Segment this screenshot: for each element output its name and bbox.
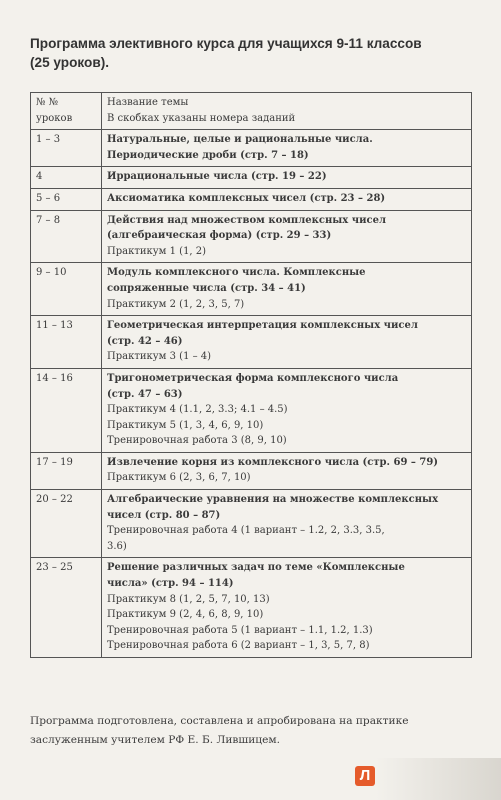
lesson-number: 23 – 25 <box>36 562 73 574</box>
table-row <box>31 188 472 210</box>
header-note: В скобках указаны номера заданий <box>107 112 296 124</box>
topic-title: Модуль комплексного числа. Комплексные <box>107 267 366 279</box>
topic-title: сопряженные числа (стр. 34 – 41) <box>107 282 306 294</box>
lesson-number-cell <box>31 210 102 263</box>
topic-cell <box>102 558 472 658</box>
table-row <box>31 130 472 167</box>
table-row <box>31 316 472 369</box>
topic-title: чисел (стр. 80 – 87) <box>107 509 221 521</box>
practice-item: Практикум 1 (1, 2) <box>107 245 207 257</box>
practice-item: Практикум 9 (2, 4, 6, 8, 9, 10) <box>107 609 264 621</box>
topic-title: Действия над множеством комплексных чисел <box>107 214 386 226</box>
lesson-number: 1 – 3 <box>36 134 61 146</box>
practice-item: Практикум 8 (1, 2, 5, 7, 10, 13) <box>107 593 270 605</box>
table-row <box>31 452 472 489</box>
footer-line: заслуженным учителем РФ Е. Б. Лившицем. <box>30 734 280 746</box>
title-line: Программа элективного курса для учащихся 9-11 классов <box>30 36 422 51</box>
topic-title: Аксиоматика комплексных чисел (стр. 23 – 28) <box>107 192 386 204</box>
lesson-number-cell <box>31 130 102 167</box>
header-topic: Название темы <box>107 97 189 108</box>
lesson-number: 14 – 16 <box>36 372 73 384</box>
topic-title: (стр. 47 – 63) <box>107 388 183 400</box>
practice-item: Практикум 2 (1, 2, 3, 5, 7) <box>107 298 245 310</box>
practice-item: Тренировочная работа 4 (1 вариант – 1.2, 2, 3.3, 3.5, <box>107 525 385 537</box>
topic-cell <box>102 490 472 558</box>
lesson-number-cell <box>31 452 102 489</box>
lesson-number-cell <box>31 316 102 369</box>
practice-item: 3.6) <box>107 540 127 552</box>
practice-item: Практикум 6 (2, 3, 6, 7, 10) <box>107 472 251 484</box>
table-row <box>31 263 472 316</box>
topic-title: Периодические дроби (стр. 7 – 18) <box>107 149 309 161</box>
practice-item: Тренировочная работа 3 (8, 9, 10) <box>107 435 287 447</box>
labirint-logo-icon: Л <box>355 766 375 786</box>
topic-cell <box>102 188 472 210</box>
topic-title: числа» (стр. 94 – 114) <box>107 578 234 590</box>
practice-item: Тренировочная работа 5 (1 вариант – 1.1, 1.2, 1.3) <box>107 624 373 636</box>
lesson-number: 9 – 10 <box>36 267 67 279</box>
topic-title: (алгебраическая форма) (стр. 29 – 33) <box>107 230 332 242</box>
practice-item: Практикум 3 (1 – 4) <box>107 351 212 363</box>
title-line: (25 уроков). <box>30 55 110 70</box>
table-row <box>31 167 472 189</box>
topic-title: Натуральные, целые и рациональные числа. <box>107 134 373 146</box>
topic-title: Извлечение корня из комплексного числа (стр. 69 – 79) <box>107 456 439 468</box>
topic-cell <box>102 130 472 167</box>
header-num-line: уроков <box>36 112 73 124</box>
lesson-number: 5 – 6 <box>36 192 61 204</box>
lesson-number-cell <box>31 263 102 316</box>
topic-cell <box>102 210 472 263</box>
table-row <box>31 210 472 263</box>
page-title <box>30 34 490 72</box>
header-num-cell <box>31 93 102 130</box>
lesson-number: 20 – 22 <box>36 494 73 506</box>
lesson-number-cell <box>31 490 102 558</box>
footer-note <box>30 712 480 750</box>
topic-cell <box>102 368 472 452</box>
header-num-line: № № <box>36 97 59 108</box>
table-row <box>31 368 472 452</box>
topic-cell <box>102 452 472 489</box>
practice-item: Практикум 4 (1.1, 2, 3.3; 4.1 – 4.5) <box>107 404 288 416</box>
lesson-number-cell <box>31 188 102 210</box>
table-row <box>31 558 472 658</box>
lesson-number: 11 – 13 <box>36 320 73 332</box>
topic-cell <box>102 316 472 369</box>
lesson-number-cell <box>31 167 102 189</box>
topic-title: Решение различных задач по теме «Комплексные <box>107 562 405 574</box>
lesson-number: 4 <box>36 171 43 183</box>
practice-item: Практикум 5 (1, 3, 4, 6, 9, 10) <box>107 419 264 431</box>
table-header-row <box>31 93 472 130</box>
lesson-number: 17 – 19 <box>36 456 73 468</box>
header-topic-cell <box>102 93 472 130</box>
topic-cell <box>102 167 472 189</box>
footer-line: Программа подготовлена, составлена и апробирована на практике <box>30 715 409 727</box>
topic-cell <box>102 263 472 316</box>
topic-title: (стр. 42 – 46) <box>107 335 183 347</box>
topic-title: Алгебраические уравнения на множестве комплексных <box>107 494 439 506</box>
lesson-number: 7 – 8 <box>36 214 61 226</box>
program-table <box>30 92 472 658</box>
topic-title: Тригонометрическая форма комплексного числа <box>107 372 399 384</box>
lesson-number-cell <box>31 558 102 658</box>
topic-title: Геометрическая интерпретация комплексных чисел <box>107 320 418 332</box>
practice-item: Тренировочная работа 6 (2 вариант – 1, 3, 5, 7, 8) <box>107 640 370 652</box>
table-row <box>31 490 472 558</box>
page-shadow <box>376 758 501 800</box>
topic-title: Иррациональные числа (стр. 19 – 22) <box>107 171 327 183</box>
lesson-number-cell <box>31 368 102 452</box>
